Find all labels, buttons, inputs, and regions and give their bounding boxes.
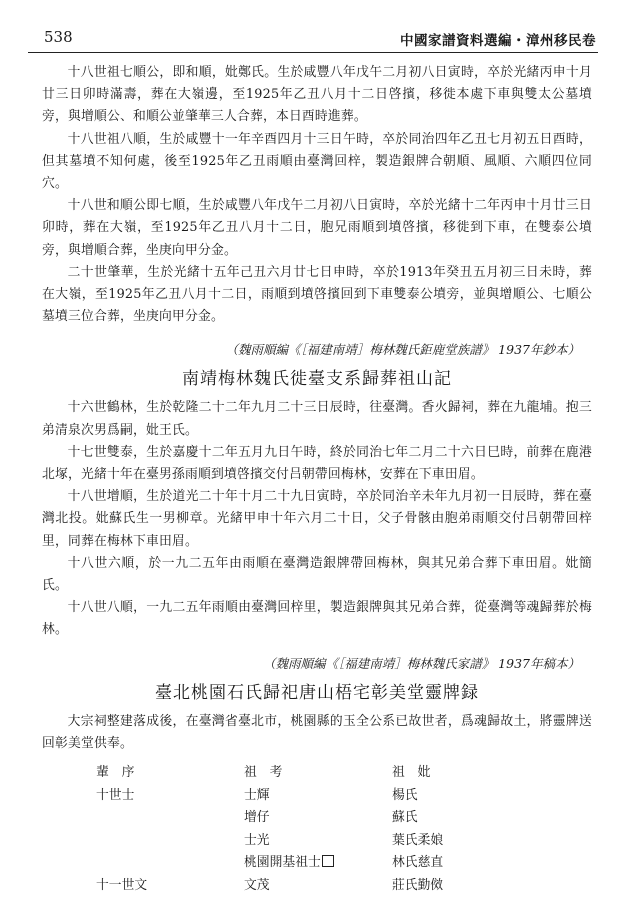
ancestor-cell: 增仔 <box>244 810 270 826</box>
table-row <box>42 829 592 852</box>
source-citation: （魏雨順編《［福建南靖］梅林魏氏家譜》 1937年稿本） <box>262 655 580 671</box>
generation-cell: 十世士 <box>96 787 135 803</box>
paragraph: 十八世祖七順公，即和順，妣鄭氏。生於咸豐八年戊午二月初八日寅時，卒於光緒丙申十月廿三日卯時滿壽，葬在大嶺邊，至1925年乙丑八月十二日啓擯，移徙本處下車與雙太公墓墳旁，與增順公、和順公並肇華三人合葬，本日酉時進葬。 <box>42 65 592 125</box>
wife-cell: 蘇氏 <box>392 810 418 826</box>
paragraph: 二十世肇華，生於光緒十五年己丑六月廿七日申時，卒於1913年癸丑五月初三日未時，葬在大嶺，至1925年乙丑八月十二日，雨順到墳啓擯回到下車雙泰公墳旁，並與增順公、七順公墓墳三位合葬，坐庚向甲分金。 <box>42 264 592 325</box>
missing-character-box <box>322 855 334 867</box>
genealogy-table <box>42 761 592 897</box>
paragraph: 十六世鶴林，生於乾隆二十二年九月二十三日辰時，往臺灣。香火歸祠，葬在九龍埔。抱三弟清泉次男爲嗣，妣王氏。 <box>42 400 592 438</box>
column-header-generation: 輩 序 <box>96 765 135 781</box>
page-content <box>42 62 592 897</box>
section-title: 南靖梅林魏氏徙臺支系歸葬祖山記 <box>182 369 452 390</box>
table-row <box>42 784 592 807</box>
wife-cell: 楊氏 <box>392 787 418 803</box>
paragraph: 十八世和順公即七順，生於咸豐八年戊午二月初八日寅時，卒於光緒十二年丙申十月廿三日卯時，葬在大嶺，至1925年乙丑八月十二日，胞兄雨順到墳啓擯，移徙到下車，在雙泰公墳旁，與增順合葬，坐庚向甲分金。 <box>42 198 592 258</box>
page-header <box>28 22 598 53</box>
table-header-row <box>42 761 592 784</box>
wife-cell: 葉氏柔娘 <box>392 832 444 848</box>
paragraph: 十八世增順，生於道光二十年十月二十九日寅時，卒於同治辛未年九月初一日辰時，葬在臺灣北投。妣蘇氏生一男柳章。光緒甲申十年六月二十日，父子骨骸由胞弟雨順交付吕朝帶回梓里，同葬在梅林下車田眉。 <box>42 489 592 549</box>
ancestor-name: 桃園開基祖士 <box>244 855 321 871</box>
section-title: 臺北桃園石氏歸祀唐山梧宅彰美堂靈牌録 <box>155 682 479 703</box>
paragraph: 十七世雙泰，生於嘉慶十二年五月九日午時，終於同治七年二月二十六日巳時，前葬在鹿港北塚，光緒十年在臺男孫雨順到墳啓擯交付吕朝帶回梅林，安葬在下車田眉。 <box>42 444 592 483</box>
source-citation: （魏雨順編《［福建南靖］梅林魏氏鉅鹿堂族譜》 1937年鈔本） <box>225 342 580 358</box>
wife-cell: 林氏慈直 <box>392 855 444 871</box>
paragraph: 十八世八順，一九二五年雨順由臺灣回梓里，製造銀牌與其兄弟合葬，從臺灣等魂歸葬於梅林。 <box>42 600 592 638</box>
page-number: 538 <box>44 28 73 46</box>
table-row <box>42 874 592 897</box>
paragraph: 十八世六順，於一九二五年由雨順在臺灣造銀牌帶回梅林，與其兄弟合葬下車田眉。妣簡氏。 <box>42 555 592 594</box>
table-row <box>42 806 592 829</box>
wife-cell: 莊氏勤傚 <box>392 878 444 894</box>
column-header-ancestor: 祖 考 <box>244 765 283 781</box>
running-title: 中國家譜資料選編・漳州移民卷 <box>400 33 596 49</box>
ancestor-cell: 士輝 <box>244 787 270 803</box>
ancestor-cell: 文茂 <box>244 878 270 894</box>
ancestor-cell <box>244 851 334 870</box>
paragraph: 大宗祠整建落成後，在臺灣省臺北市，桃園縣的玉全公系已故世者，爲魂歸故土，將靈牌送回彰美堂供奉。 <box>42 713 592 751</box>
column-header-wife: 祖 妣 <box>392 765 431 781</box>
paragraph: 十八世祖八順，生於咸豐十一年辛酉四月十三日午時，卒於同治四年乙丑七月初五日酉時，但其墓墳不知何處，後至1925年乙丑雨順由臺灣回梓，製造銀牌合朝順、風順、六順四位同穴。 <box>42 131 592 192</box>
generation-cell: 十一世文 <box>96 878 148 894</box>
ancestor-cell: 士光 <box>244 832 270 848</box>
table-row <box>42 851 592 874</box>
